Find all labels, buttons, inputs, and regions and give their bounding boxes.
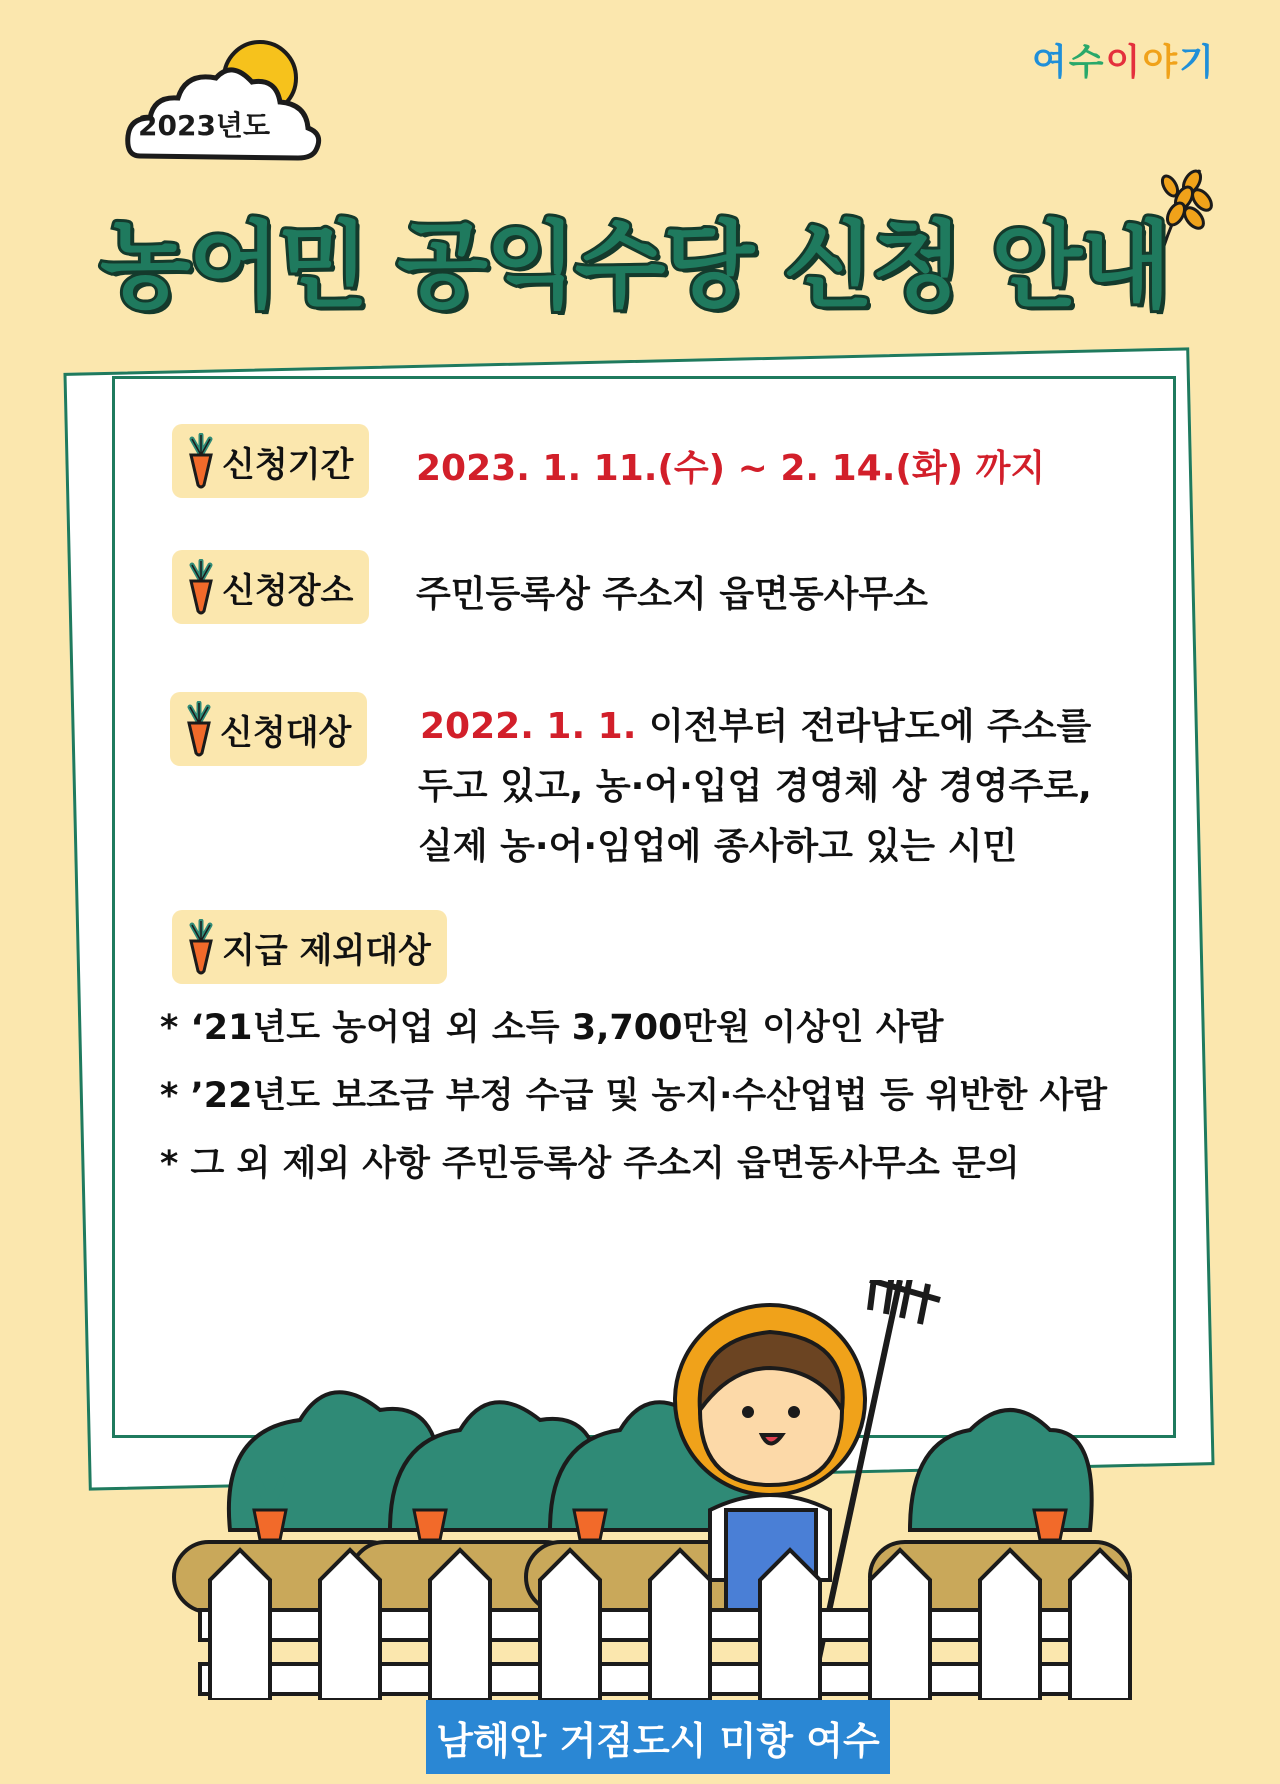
target-date: 2022. 1. 1.	[420, 706, 637, 747]
place-label: 신청장소	[222, 570, 354, 611]
exclusion-item: * ’22년도 보조금 부정 수급 및 농지·수산업법 등 위반한 사람	[160, 1076, 1108, 1116]
target-line-1-text: 이전부터 전라남도에 주소를	[648, 706, 1092, 747]
period-label: 신청기간	[222, 444, 354, 485]
year-badge: 2023년도	[138, 109, 271, 142]
target-label-tag	[170, 692, 367, 766]
period-label-tag	[172, 424, 369, 498]
carrot-icon	[186, 919, 216, 975]
page-title: 농어민 공익수당 신청 안내	[100, 212, 1170, 321]
farm-garden-illustration	[170, 1280, 1150, 1700]
exclusion-label: 지급 제외대상	[222, 930, 431, 971]
yeosu-story-logo	[1032, 34, 1216, 85]
exclusion-label-tag	[172, 910, 447, 984]
logo-text: 여수이야기	[1032, 42, 1216, 83]
carrot-icon	[186, 433, 216, 489]
target-line-2: 두고 있고, 농·어·입업 경영체 상 경영주로,	[418, 766, 1092, 807]
exclusion-item: * ‘21년도 농어업 외 소득 3,700만원 이상인 사람	[160, 1008, 944, 1048]
place-label-tag	[172, 550, 369, 624]
place-value: 주민등록상 주소지 읍면동사무소	[416, 574, 928, 615]
period-value: 2023. 1. 11.(수) ~ 2. 14.(화) 까지	[416, 448, 1046, 489]
slogan-text: 남해안 거점도시 미항 여수	[436, 1718, 880, 1763]
year-cloud-badge	[120, 38, 330, 168]
carrot-icon	[186, 559, 216, 615]
target-line-1	[420, 698, 1091, 749]
cloud-sun-icon	[120, 38, 330, 168]
carrot-icon	[184, 701, 214, 757]
target-label: 신청대상	[220, 712, 352, 753]
exclusion-item: * 그 외 제외 사항 주민등록상 주소지 읍면동사무소 문의	[160, 1144, 1020, 1184]
slogan-banner	[426, 1700, 890, 1774]
target-line-3: 실제 농·어·임업에 종사하고 있는 시민	[418, 826, 1018, 867]
info-panel	[112, 376, 1176, 1438]
